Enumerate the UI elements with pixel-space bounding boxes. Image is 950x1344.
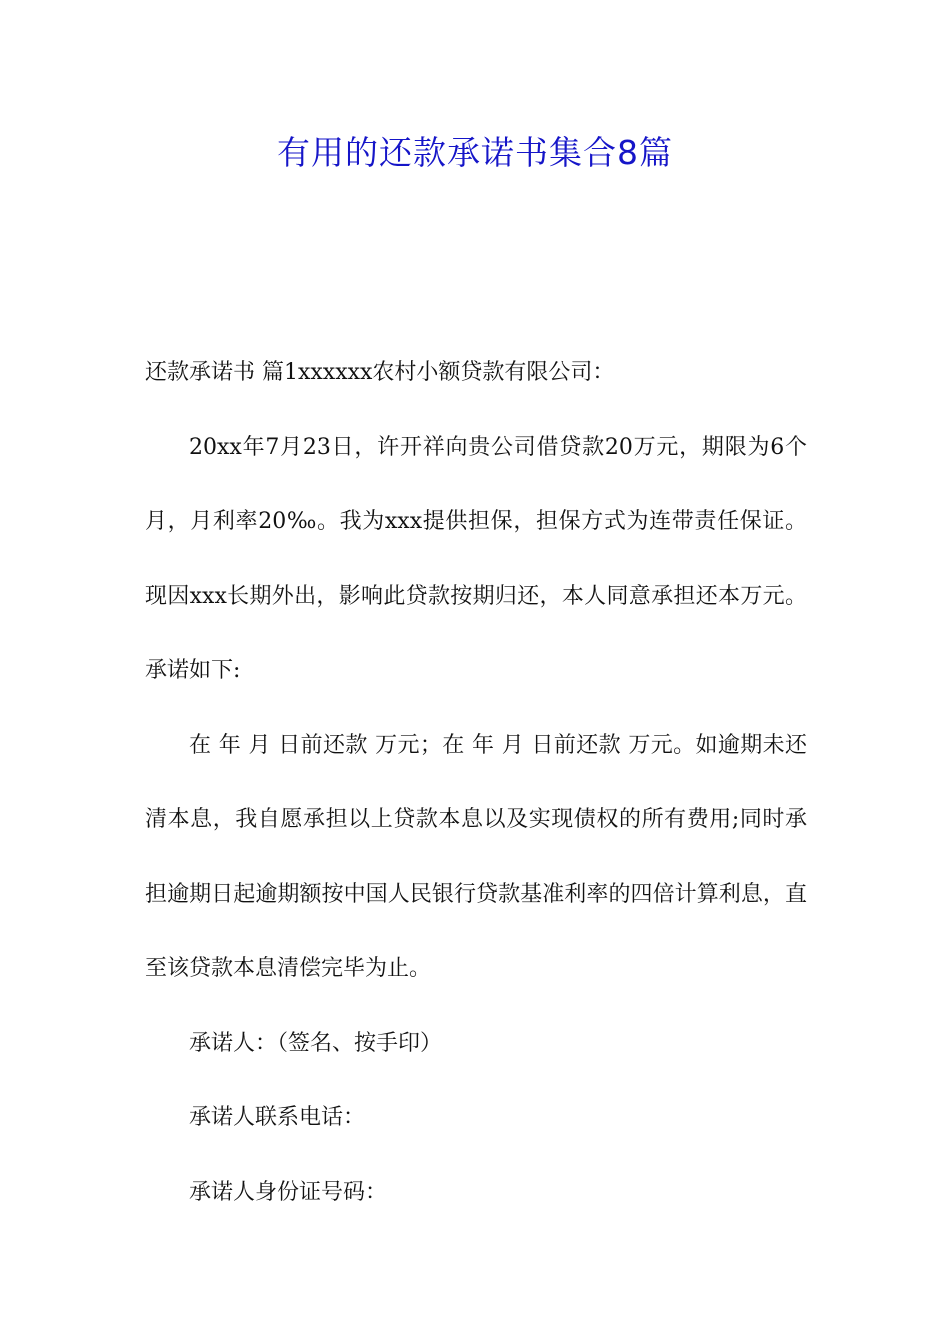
repayment-commitment-paragraph: 在 年 月 日前还款 万元；在 年 月 日前还款 万元。如逾期未还清本息，我自愿承担以上贷款本息以及实现债权的所有费用;同时承担逾期日起逾期额按中国人民银行贷款基准利率的四倍计算利息，直至该贷款本息清偿完毕为止。 — [145, 732, 807, 981]
signature-line: 承诺人：（签名、按手印） — [189, 1030, 443, 1056]
loan-guarantee-paragraph: 20xx年7月23日，许开祥向贵公司借贷款20万元，期限为6个月，月利率20‰。我为xxx提供担保，担保方式为连带责任保证。现因xxx长期外出，影响此贷款按期归还，本人同意承担还本万元。承诺如下: — [145, 434, 807, 683]
document-body — [145, 336, 807, 1230]
id-number-line: 承诺人身份证号码： — [189, 1179, 388, 1205]
document-title: 有用的还款承诺书集合8篇 — [277, 133, 673, 172]
phone-line: 承诺人联系电话： — [189, 1105, 366, 1130]
salutation-line: 还款承诺书 篇1xxxxxx农村小额贷款有限公司： — [145, 360, 615, 385]
